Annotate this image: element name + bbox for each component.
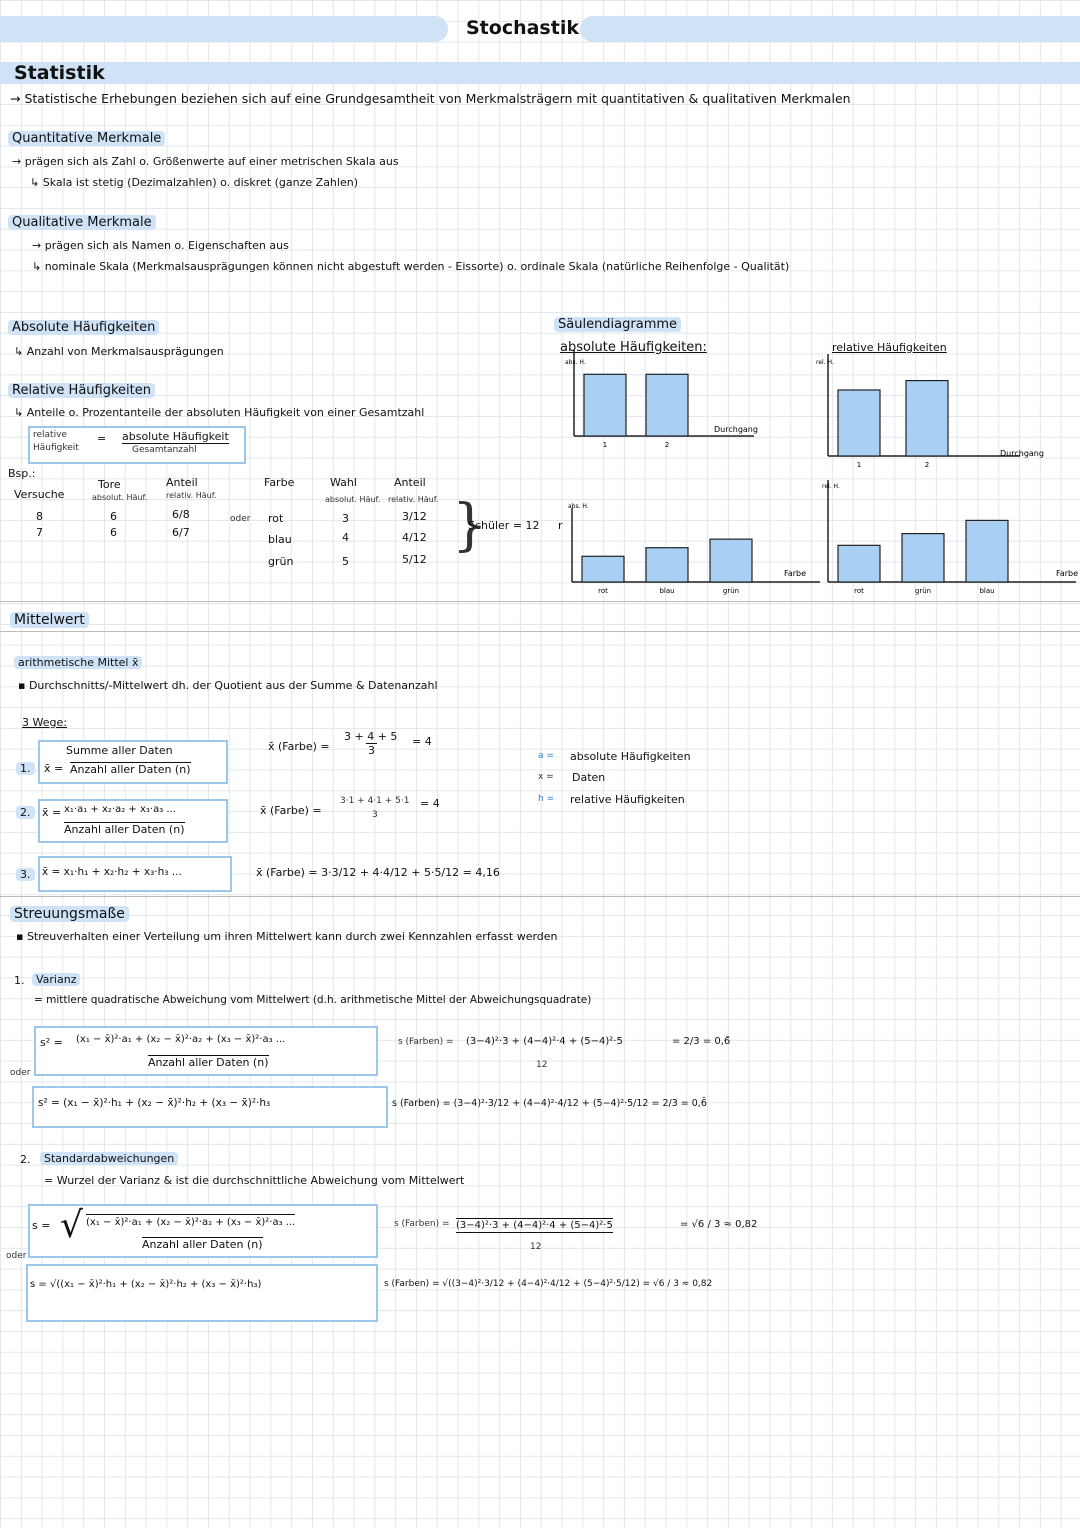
t2-r0-w: 3 — [342, 512, 349, 525]
qual-line1: → prägen sich als Namen o. Eigenschaften aus — [32, 239, 289, 252]
legend-h-key: h = — [538, 794, 555, 804]
legend-x-val: Daten — [572, 771, 606, 784]
t2-r2-w: 5 — [342, 555, 349, 568]
s1-ex-num: (3−4)²·3 + (4−4)²·4 + (5−4)²·5 — [456, 1220, 613, 1231]
rel-formula-eq: = — [97, 432, 107, 445]
t2-col1-sub: absolut. Häuf. — [325, 495, 381, 504]
oder-label: oder — [230, 514, 251, 524]
rel-line: ↳ Anteile o. Prozentanteile der absoluten Häufigkeit von einer Gesamtzahl — [14, 406, 425, 419]
s1-lhs: s = — [32, 1219, 51, 1232]
e2-den: 3 — [372, 810, 378, 820]
r-mark: r — [558, 519, 563, 532]
f1-den: Anzahl aller Daten (n) — [70, 763, 191, 776]
s-oder: oder — [6, 1251, 27, 1261]
chart1-bar-1 — [906, 381, 948, 456]
chart2-tick-1: blau — [659, 587, 675, 595]
rel-formula-lhs1: relative — [33, 430, 67, 440]
v1-num: (x₁ − x̄)²·a₁ + (x₂ − x̄)²·a₂ + (x₃ − x̄)²·a₃ ... — [76, 1034, 286, 1045]
s1-ex-den: 12 — [530, 1242, 542, 1252]
chart-abs-label: absolute Häufigkeiten: — [560, 340, 707, 355]
divider-1 — [0, 601, 1080, 602]
t2-r2-a: 5/12 — [402, 553, 427, 566]
bsp-label: Bsp.: — [8, 467, 36, 480]
e2-num: 3·1 + 4·1 + 5·1 — [340, 796, 410, 806]
t2-r1-w: 4 — [342, 531, 349, 544]
chart3-tick-2: blau — [979, 587, 995, 595]
f3-formula: x̄ = x₁·h₁ + x₂·h₂ + x₃·h₃ ... — [42, 866, 182, 878]
chart3-bar-1 — [902, 534, 944, 582]
divider-3 — [0, 896, 1080, 897]
s1-root-sign: √ — [60, 1205, 83, 1246]
v1-ex-num: (3−4)²·3 + (4−4)²·4 + (5−4)²·5 — [466, 1036, 623, 1047]
legend-x-key: x = — [538, 772, 554, 782]
t2-r2-f: grün — [268, 555, 294, 568]
chart-title: Säulendiagramme — [554, 317, 681, 332]
schueler-label: Schüler = 12 — [468, 519, 540, 532]
t1-r0-v: 8 — [36, 510, 43, 523]
varianz-number: 1. — [14, 974, 25, 987]
chart3-bar-2 — [966, 520, 1008, 582]
t2-r0-f: rot — [268, 512, 284, 525]
chart0-xlabel: Durchgang — [714, 425, 758, 434]
quant-line2: ↳ Skala ist stetig (Dezimalzahlen) o. diskret (ganze Zahlen) — [30, 176, 358, 189]
rel-formula-num: absolute Häufigkeit — [122, 430, 229, 443]
e1-lhs: x̄ (Farbe) = — [268, 740, 330, 753]
s1-ex-res: = √6 / 3 ≈ 0,82 — [680, 1219, 758, 1230]
v2-formula: s² = (x₁ − x̄)²·h₁ + (x₂ − x̄)²·h₂ + (x₃ − x̄)²·h₃ — [38, 1097, 271, 1109]
chart2-xlabel: Farbe — [784, 569, 807, 578]
chart3-xlabel: Farbe — [1056, 569, 1079, 578]
chart0-bar-1 — [646, 374, 688, 436]
legend-h-val: relative Häufigkeiten — [570, 793, 685, 806]
v1-den: Anzahl aller Daten (n) — [148, 1056, 269, 1069]
f2-num: x₁·a₁ + x₂·a₂ + x₃·a₃ ... — [64, 804, 176, 815]
rel-title: Relative Häufigkeiten — [8, 383, 155, 398]
t2-col2: Anteil — [394, 476, 426, 489]
t1-r0-t: 6 — [110, 510, 117, 523]
f2-number: 2. — [16, 806, 35, 819]
t1-col2: Anteil — [166, 476, 198, 489]
chart1-xlabel: Durchgang — [1000, 449, 1044, 458]
std-desc: = Wurzel der Varianz & ist die durchschnittliche Abweichung vom Mittelwert — [44, 1174, 465, 1187]
chart3-bar-0 — [838, 545, 880, 582]
f1-num: Summe aller Daten — [66, 744, 173, 757]
chart1-bar-0 — [838, 390, 880, 456]
t1-col0: Versuche — [14, 488, 65, 501]
chart2-bar-2 — [710, 539, 752, 582]
t1-col2-sub: relativ. Häuf. — [166, 491, 217, 500]
f1-lhs: x̄ = — [44, 762, 64, 775]
f2-den: Anzahl aller Daten (n) — [64, 823, 185, 836]
chart0-ylabel: abs. H. — [565, 359, 586, 366]
e1-res: = 4 — [412, 735, 432, 748]
t1-r1-t: 6 — [110, 526, 117, 539]
chart2-ylabel: abs. H. — [568, 503, 589, 510]
t2-r0-a: 3/12 — [402, 510, 427, 523]
t1-col1: Tore — [98, 478, 121, 491]
statistik-intro: → Statistische Erhebungen beziehen sich auf eine Grundgesamtheit von Merkmalsträgern mit quantitativen & qualitativen Merkmalen — [10, 91, 851, 106]
qual-title: Qualitative Merkmale — [8, 215, 156, 230]
streuung-title: Streuungsmaße — [10, 906, 129, 922]
v1-ex-res: = 2/3 = 0,6̄ — [672, 1036, 731, 1047]
mittelwert-desc: ▪ Durchschnitts/-Mittelwert dh. der Quotient aus der Summe & Datenanzahl — [18, 679, 438, 692]
chart1-tick-1: 2 — [924, 461, 930, 469]
t2-r1-f: blau — [268, 533, 292, 546]
varianz-title: Varianz — [32, 973, 80, 986]
chart0-tick-1: 2 — [664, 441, 670, 449]
chart0-bar-0 — [584, 374, 626, 436]
f3-number: 3. — [16, 868, 35, 881]
e3-formula: x̄ (Farbe) = 3·3/12 + 4·4/12 + 5·5/12 = 4,16 — [256, 866, 500, 879]
s1-ex-lhs: s (Farben) = — [394, 1219, 450, 1229]
chart2-bar-0 — [582, 556, 624, 582]
chart0-tick-0: 1 — [602, 441, 608, 449]
chart3-tick-0: rot — [854, 587, 864, 595]
v1-ex-den: 12 — [536, 1060, 548, 1070]
rel-formula-den: Gesamtanzahl — [132, 445, 197, 455]
wege-label: 3 Wege: — [22, 716, 67, 729]
chart3-ylabel: rel. H. — [822, 483, 840, 490]
e2-res: = 4 — [420, 797, 440, 810]
e1-den: 3 — [368, 744, 375, 757]
t1-col1-sub: absolut. Häuf. — [92, 493, 148, 502]
chart2-bar-1 — [646, 548, 688, 582]
s2-formula: s = √((x₁ − x̄)²·h₁ + (x₂ − x̄)²·h₂ + (x₃ − x̄)²·h₃) — [30, 1279, 262, 1290]
s1-den: Anzahl aller Daten (n) — [142, 1238, 263, 1251]
quant-title: Quantitative Merkmale — [8, 131, 165, 146]
v1-lhs: s² = — [40, 1036, 63, 1049]
s2-ex: s (Farben) = √((3−4)²·3/12 + (4−4)²·4/12 + (5−4)²·5/12) = √6 / 3 ≈ 0,82 — [384, 1279, 713, 1289]
v1-ex-lhs: s (Farben) = — [398, 1037, 454, 1047]
brace: } — [452, 493, 488, 558]
t2-col2-sub: relativ. Häuf. — [388, 495, 439, 504]
varianz-desc: = mittlere quadratische Abweichung vom Mittelwert (d.h. arithmetische Mittel der Abweichungsquadrate) — [34, 994, 592, 1006]
qual-line2: ↳ nominale Skala (Merkmalsausprägungen können nicht abgestuft werden - Eissorte) o. ordinale Skala (natürliche Reihenfolge - Qualität) — [32, 260, 790, 273]
v-oder: oder — [10, 1068, 31, 1078]
chart2-tick-2: grün — [722, 587, 740, 595]
abs-line: ↳ Anzahl von Merkmalsausprägungen — [14, 345, 224, 358]
f1-number: 1. — [16, 762, 35, 775]
chart1-tick-0: 1 — [856, 461, 862, 469]
s2-box — [26, 1264, 378, 1322]
divider-2 — [0, 631, 1080, 632]
t1-r1-v: 7 — [36, 526, 43, 539]
f2-lhs: x̄ = — [42, 806, 62, 819]
t2-col1: Wahl — [330, 476, 357, 489]
mittelwert-title: Mittelwert — [10, 612, 89, 628]
rel-formula-lhs2: Häufigkeit — [33, 443, 79, 453]
e2-lhs: x̄ (Farbe) = — [260, 804, 322, 817]
statistik-title: Statistik — [14, 62, 105, 84]
t2-col0: Farbe — [264, 476, 295, 489]
std-title: Standardabweichungen — [40, 1152, 178, 1165]
streuung-desc: ▪ Streuverhalten einer Verteilung um ihren Mittelwert kann durch zwei Kennzahlen erfasst werden — [16, 930, 558, 943]
chart2-tick-0: rot — [598, 587, 608, 595]
t1-r0-a: 6/8 — [172, 508, 190, 521]
e1-num: 3 + 4 + 5 — [344, 730, 398, 743]
chart3-tick-1: grün — [914, 587, 932, 595]
quant-line1: → prägen sich als Zahl o. Größenwerte auf einer metrischen Skala aus — [12, 155, 399, 168]
page-title: Stochastik — [466, 17, 579, 39]
s1-num: (x₁ − x̄)²·a₁ + (x₂ − x̄)²·a₂ + (x₃ − x̄)²·a₃ ... — [86, 1214, 295, 1228]
t2-r1-a: 4/12 — [402, 531, 427, 544]
t1-r1-a: 6/7 — [172, 526, 190, 539]
mittelwert-sub: arithmetische Mittel x̄ — [14, 656, 142, 669]
std-number: 2. — [20, 1153, 31, 1166]
legend-a-val: absolute Häufigkeiten — [570, 750, 691, 763]
chart1-ylabel: rel. H. — [816, 359, 834, 366]
abs-title: Absolute Häufigkeiten — [8, 320, 159, 335]
v2-ex: s (Farben) = (3−4)²·3/12 + (4−4)²·4/12 + (5−4)²·5/12 = 2/3 = 0,6̄ — [392, 1098, 707, 1109]
legend-a-key: a = — [538, 751, 554, 761]
charts-svg — [0, 0, 1080, 620]
chart-rel-label: relative Häufigkeiten — [832, 341, 947, 354]
